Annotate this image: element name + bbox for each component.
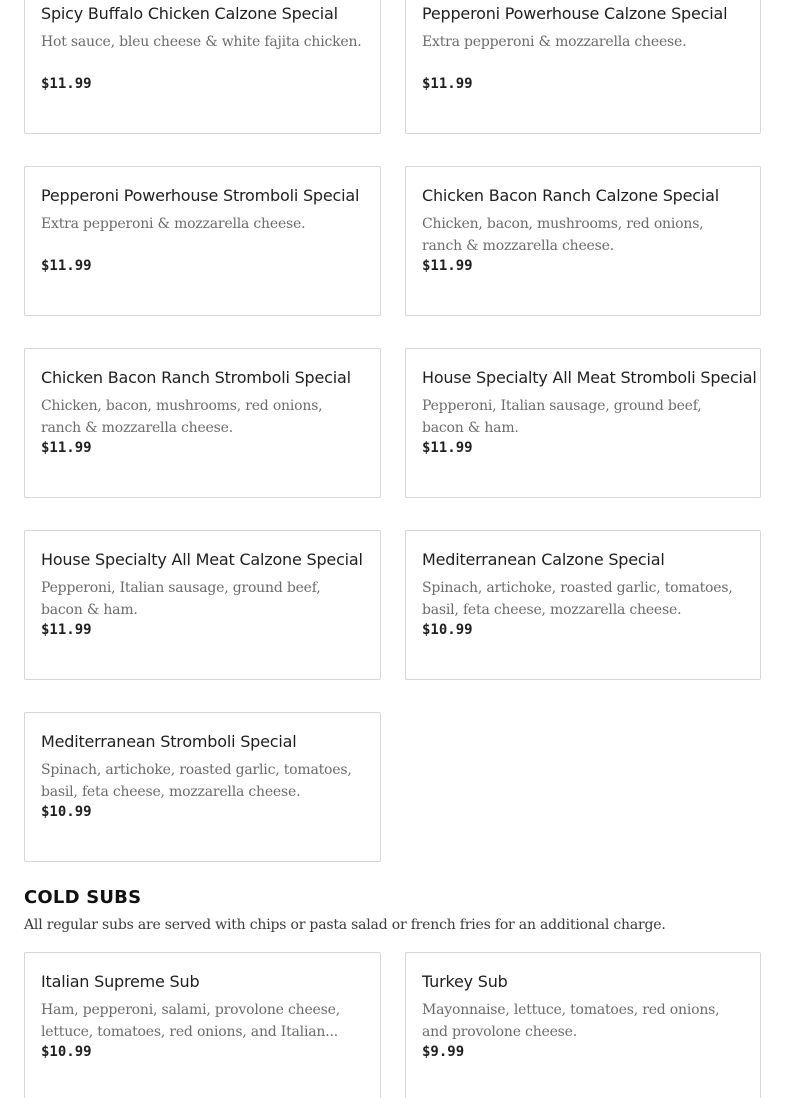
menu-item-card[interactable] <box>405 348 761 498</box>
menu-item-price: $10.99 <box>422 622 473 638</box>
menu-item-title: Pepperoni Powerhouse Calzone Special <box>422 4 728 23</box>
menu-item-description: Ham, pepperoni, salami, provolone cheese, lettuce, tomatoes, red onions, and Italian... <box>41 1002 340 1040</box>
menu-item-description: Pepperoni, Italian sausage, ground beef, bacon & ham. <box>422 398 702 436</box>
menu-item-card[interactable] <box>24 712 381 862</box>
menu-item-description: Pepperoni, Italian sausage, ground beef, bacon & ham. <box>41 580 321 618</box>
menu-item-description: Extra pepperoni & mozzarella cheese. <box>41 216 306 232</box>
cold-subs-grid <box>24 952 761 1098</box>
menu-item-price: $11.99 <box>41 76 92 92</box>
menu-item-price: $10.99 <box>41 804 92 820</box>
menu-item-title: Mediterranean Calzone Special <box>422 550 665 569</box>
menu-item-title: Pepperoni Powerhouse Stromboli Special <box>41 186 360 205</box>
menu-item-price: $11.99 <box>41 258 92 274</box>
menu-item-description: Extra pepperoni & mozzarella cheese. <box>422 34 687 50</box>
menu-item-price: $11.99 <box>422 440 473 456</box>
menu-item-title: Mediterranean Stromboli Special <box>41 732 297 751</box>
menu-item-title: Spicy Buffalo Chicken Calzone Special <box>41 4 338 23</box>
menu-item-price: $11.99 <box>422 258 473 274</box>
menu-item-card[interactable] <box>24 166 381 316</box>
menu-item-card[interactable] <box>24 530 381 680</box>
menu-item-description: Spinach, artichoke, roasted garlic, tomatoes, basil, feta cheese, mozzarella cheese. <box>422 580 733 618</box>
menu-item-card[interactable] <box>405 0 761 134</box>
menu-item-card[interactable] <box>405 530 761 680</box>
menu-item-title: Chicken Bacon Ranch Stromboli Special <box>41 368 351 387</box>
menu-item-description: Chicken, bacon, mushrooms, red onions, ranch & mozzarella cheese. <box>422 216 704 254</box>
menu-item-title: Italian Supreme Sub <box>41 972 200 991</box>
menu-item-price: $11.99 <box>41 440 92 456</box>
menu-item-price: $11.99 <box>41 622 92 638</box>
menu-item-card[interactable] <box>24 348 381 498</box>
menu-item-price: $9.99 <box>422 1044 465 1060</box>
menu-item-description: Mayonnaise, lettuce, tomatoes, red onions, and provolone cheese. <box>422 1002 720 1040</box>
menu-item-card[interactable] <box>405 952 761 1098</box>
section-heading-cold-subs: COLD SUBS <box>24 887 142 908</box>
menu-item-price: $10.99 <box>41 1044 92 1060</box>
specials-grid <box>24 0 761 862</box>
menu-item-title: House Specialty All Meat Stromboli Special <box>422 368 757 387</box>
menu-item-price: $11.99 <box>422 76 473 92</box>
menu-item-card[interactable] <box>24 0 381 134</box>
menu-item-title: Turkey Sub <box>422 972 508 991</box>
menu-item-description: Spinach, artichoke, roasted garlic, tomatoes, basil, feta cheese, mozzarella cheese. <box>41 762 352 800</box>
menu-item-card[interactable] <box>405 166 761 316</box>
section-subtitle: All regular subs are served with chips or pasta salad or french fries for an additional charge. <box>24 917 666 933</box>
menu-item-card[interactable] <box>24 952 381 1098</box>
menu-item-description: Chicken, bacon, mushrooms, red onions, ranch & mozzarella cheese. <box>41 398 323 436</box>
menu-item-title: Chicken Bacon Ranch Calzone Special <box>422 186 719 205</box>
menu-item-description: Hot sauce, bleu cheese & white fajita chicken. <box>41 34 362 50</box>
menu-item-title: House Specialty All Meat Calzone Special <box>41 550 363 569</box>
